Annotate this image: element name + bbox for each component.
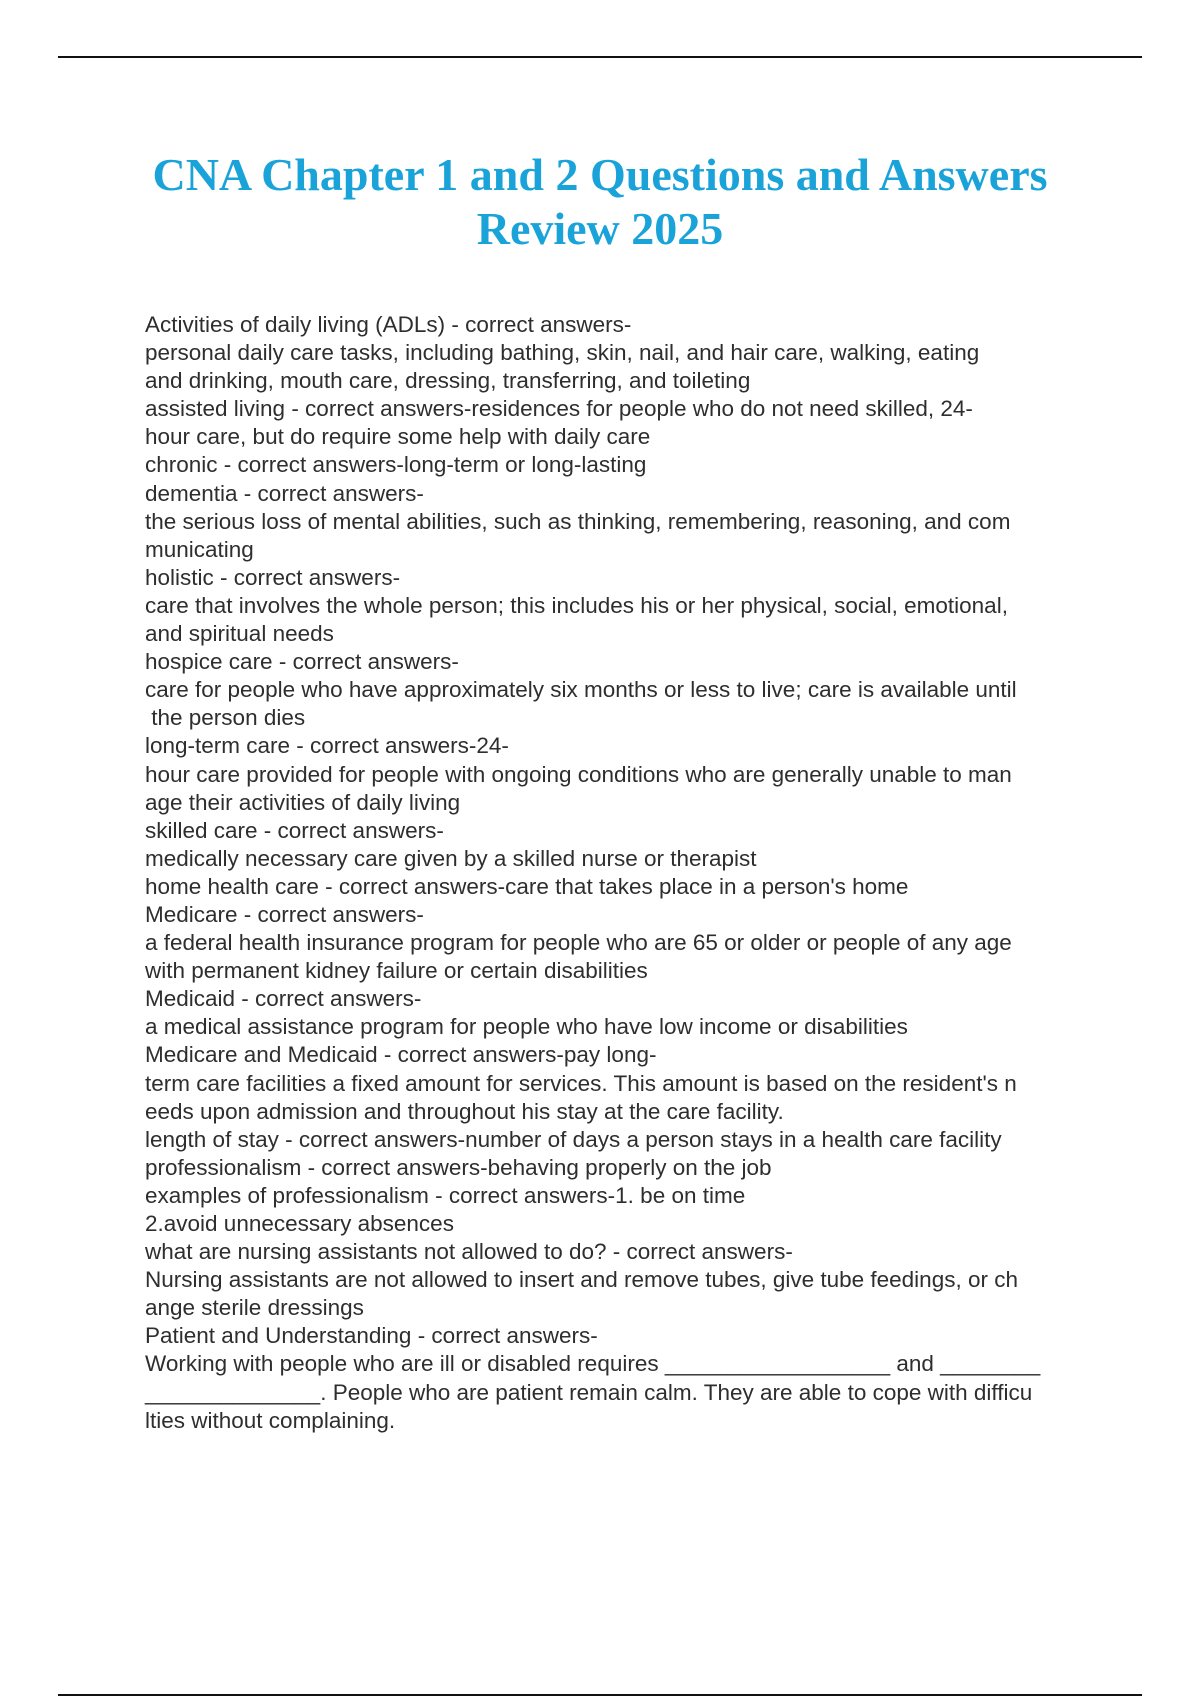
body-line: lties without complaining.	[145, 1407, 396, 1433]
body-line: with permanent kidney failure or certain disabilities	[145, 958, 648, 984]
body-line: a medical assistance program for people who have low income or disabilities	[145, 1014, 908, 1040]
body-line: eeds upon admission and throughout his stay at the care facility.	[145, 1098, 784, 1124]
document-title	[100, 148, 1100, 256]
body-line: hour care provided for people with ongoing conditions who are generally unable to man	[145, 761, 1012, 787]
body-line: examples of professionalism - correct answers-1. be on time	[145, 1182, 746, 1208]
body-line: long-term care - correct answers-24-	[145, 733, 509, 759]
body-line: age their activities of daily living	[145, 789, 461, 815]
body-line: Activities of daily living (ADLs) - correct answers-	[145, 312, 632, 337]
body-line: chronic - correct answers-long-term or long-lasting	[145, 452, 647, 478]
body-line: holistic - correct answers-	[145, 564, 401, 590]
body-line: Medicare - correct answers-	[145, 901, 424, 927]
body-line: home health care - correct answers-care that takes place in a person's home	[145, 873, 909, 899]
body-line: and spiritual needs	[145, 621, 334, 647]
title-line-2: Review 2025	[476, 203, 724, 254]
header-rule	[58, 56, 1142, 58]
body-line: professionalism - correct answers-behaving properly on the job	[145, 1154, 772, 1180]
document-body	[145, 311, 1145, 1435]
body-line: hospice care - correct answers-	[145, 649, 459, 675]
body-line: skilled care - correct answers-	[145, 817, 444, 843]
body-line: dementia - correct answers-	[145, 480, 424, 506]
body-line: Working with people who are ill or disabled requires __________________ and ________	[145, 1351, 1041, 1377]
body-line: the person dies	[145, 705, 306, 731]
body-line: term care facilities a fixed amount for services. This amount is based on the resident's n	[145, 1070, 1017, 1096]
body-line: Nursing assistants are not allowed to insert and remove tubes, give tube feedings, or ch	[145, 1267, 1018, 1293]
body-line: personal daily care tasks, including bathing, skin, nail, and hair care, walking, eating	[145, 340, 980, 366]
body-line: ______________. People who are patient remain calm. They are able to cope with difficu	[145, 1379, 1033, 1405]
body-line: a federal health insurance program for people who are 65 or older or people of any age	[145, 930, 1012, 956]
body-line: care for people who have approximately six months or less to live; care is available until	[145, 677, 1017, 703]
body-line: hour care, but do require some help with daily care	[145, 424, 651, 450]
body-line: care that involves the whole person; this includes his or her physical, social, emotional,	[145, 592, 1008, 618]
title-line-1: CNA Chapter 1 and 2 Questions and Answers	[152, 149, 1048, 200]
body-line: length of stay - correct answers-number of days a person stays in a health care facility	[145, 1126, 1002, 1152]
body-line: Medicaid - correct answers-	[145, 986, 422, 1012]
body-line: 2.avoid unnecessary absences	[145, 1211, 454, 1236]
body-line: assisted living - correct answers-residences for people who do not need skilled, 24-	[145, 396, 973, 422]
footer-rule	[58, 1694, 1142, 1696]
body-line: Medicare and Medicaid - correct answers-pay long-	[145, 1042, 657, 1068]
body-line: municating	[145, 536, 254, 562]
body-line: ange sterile dressings	[145, 1295, 364, 1321]
body-line: medically necessary care given by a skilled nurse or therapist	[145, 845, 757, 871]
body-line: what are nursing assistants not allowed to do? - correct answers-	[145, 1239, 793, 1265]
body-line: Patient and Understanding - correct answers-	[145, 1323, 598, 1349]
body-line: and drinking, mouth care, dressing, transferring, and toileting	[145, 368, 751, 394]
body-line: the serious loss of mental abilities, such as thinking, remembering, reasoning, and com	[145, 508, 1011, 534]
